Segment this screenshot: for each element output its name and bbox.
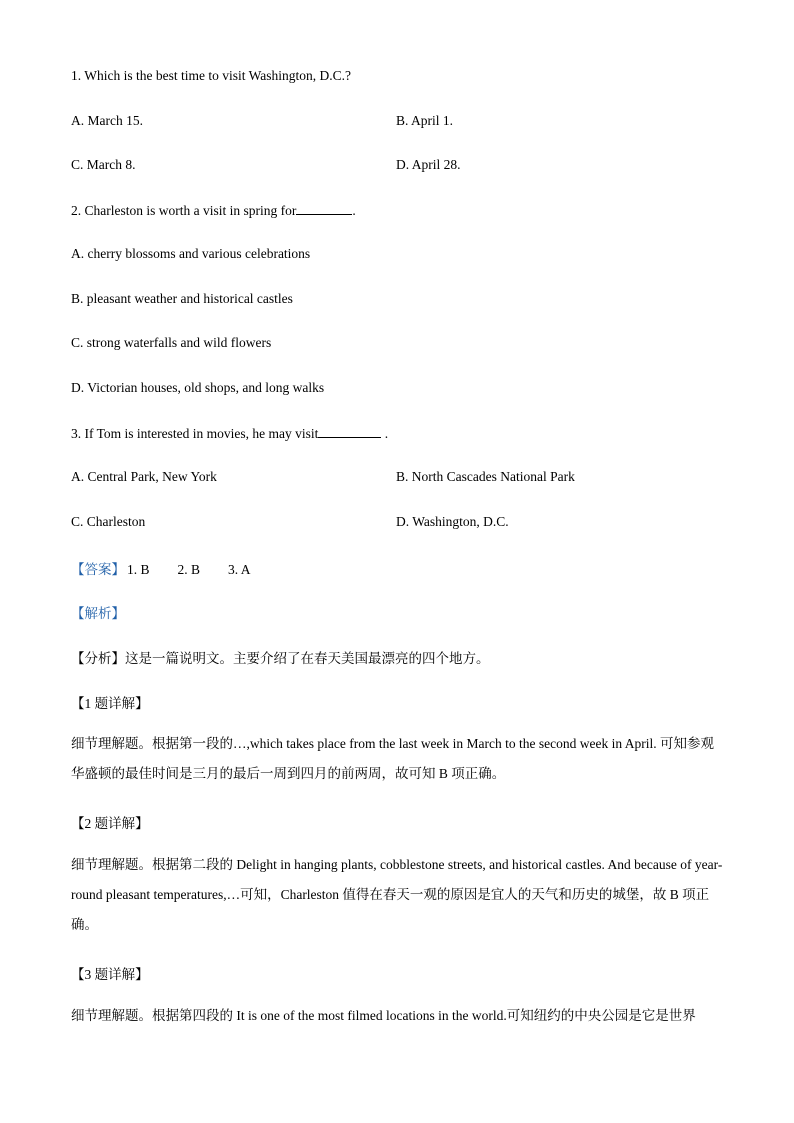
answer-item-1: 1. B	[127, 562, 150, 577]
question-2-stem-end: .	[352, 203, 356, 218]
question-3-option-c: C. Charleston	[71, 514, 146, 529]
question-1-option-c: C. March 8.	[71, 157, 136, 172]
summary-tag: 【分析】	[71, 651, 125, 666]
question-2-option-b: B. pleasant weather and historical castles	[71, 291, 293, 306]
question-2-option-a: A. cherry blossoms and various celebrations	[71, 246, 311, 261]
question-1-stem: 1. Which is the best time to visit Washington, D.C.?	[71, 68, 352, 83]
question-3-stem-text: 3. If Tom is interested in movies, he may visit	[71, 426, 319, 441]
question-1-option-a: A. March 15.	[71, 113, 143, 128]
question-1-option-d: D. April 28.	[396, 157, 461, 172]
question-2-stem-text: 2. Charleston is worth a visit in spring for	[71, 203, 297, 218]
answer-line	[71, 558, 251, 578]
answer-item-2: 2. B	[177, 562, 201, 577]
detail-3-text: 细节理解题。根据第四段的 It is one of the most filmed locations in the world.可知纽约的中央公园是它是世界	[71, 1008, 696, 1023]
analysis-summary	[71, 647, 490, 667]
answer-blank	[318, 425, 381, 438]
detail-1-text: 细节理解题。根据第一段的…,which takes place from the last week in March to the second week in April. 可知参观华盛顿的最佳时间是三月的最后一周到四月的前两周，故可知 B 项正确。	[71, 736, 714, 781]
answer-blank	[296, 202, 352, 215]
summary-text: 这是一篇说明文。主要介绍了在春天美国最漂亮的四个地方。	[125, 651, 490, 666]
answer-item-3: 3. A	[228, 562, 251, 577]
question-1-option-b: B. April 1.	[396, 113, 454, 128]
question-3-stem-end: .	[381, 426, 389, 441]
question-3-option-b: B. North Cascades National Park	[396, 469, 575, 484]
question-3-stem	[71, 425, 388, 442]
answer-tag: 【答案】	[71, 562, 125, 577]
detail-3-heading: 【3 题详解】	[71, 967, 149, 982]
question-2-option-d: D. Victorian houses, old shops, and long walks	[71, 380, 325, 395]
question-3-option-d: D. Washington, D.C.	[396, 514, 509, 529]
detail-2-text: 细节理解题。根据第二段的 Delight in hanging plants, cobblestone streets, and historical castles. And because of year-round pleasant temperatures,…可知，Charleston 值得在春天一观的原因是宜人的天气和历史的城堡，故 B 项正确。	[71, 857, 723, 932]
question-2-option-c: C. strong waterfalls and wild flowers	[71, 335, 272, 350]
analysis-tag: 【解析】	[71, 606, 125, 621]
question-3-option-a: A. Central Park, New York	[71, 469, 217, 484]
detail-2-heading: 【2 题详解】	[71, 816, 149, 831]
detail-1-heading: 【1 题详解】	[71, 696, 149, 711]
question-2-stem	[71, 202, 356, 219]
